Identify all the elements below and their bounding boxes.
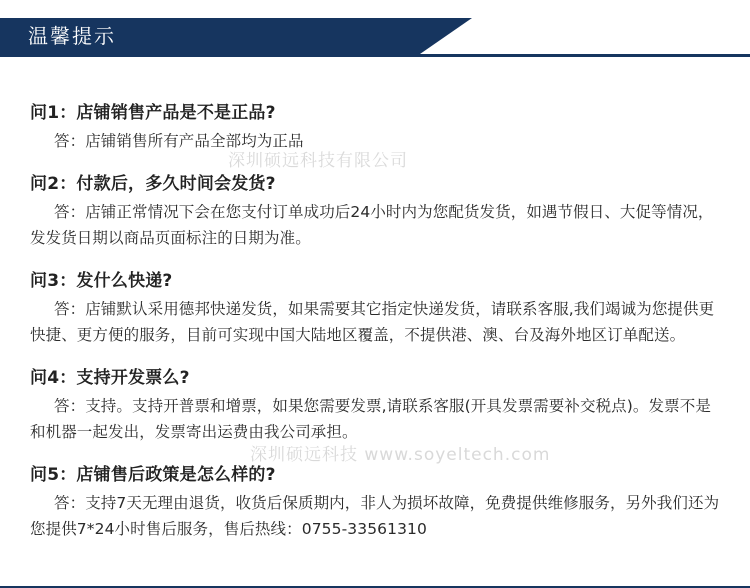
faq-answer: 答：支持。支持开普票和增票，如果您需要发票,请联系客服(开具发票需要补交税点)。发票不是和机器一起发出，发票寄出运费由我公司承担。 [30,397,711,441]
faq-question: 问4：支持开发票么? [30,368,190,388]
header-bar-slant-cut [420,18,750,54]
page-header [0,0,750,70]
faq-item [30,365,722,445]
faq-question: 问5：店铺售后政策是怎么样的? [30,465,276,485]
page-title: 温馨提示 [28,24,116,48]
faq-question: 问2：付款后，多久时间会发货? [30,174,276,194]
header-underline [0,54,750,57]
faq-item [30,100,722,154]
faq-item [30,268,722,348]
faq-answer: 答：店铺销售所有产品全部均为正品 [54,132,304,150]
faq-question: 问1：店铺销售产品是不是正品? [30,103,276,123]
faq-item [30,171,722,251]
faq-question: 问3：发什么快递? [30,271,173,291]
faq-answer: 答：店铺默认采用德邦快递发货，如果需要其它指定快递发货，请联系客服,我们竭诚为您提供更快捷、更方便的服务，目前可实现中国大陆地区覆盖，不提供港、澳、台及海外地区订单配送。 [30,300,715,344]
watermark-company: 深圳硕远科技有限公司 [228,151,408,171]
faq-list [0,70,750,542]
faq-answer: 答：支持7天无理由退货，收货后保质期内，非人为损坏故障，免费提供维修服务，另外我们还为您提供7*24小时售后服务，售后热线：0755-33561310 [30,494,720,538]
faq-item [30,462,722,542]
watermark-site: 深圳硕远科技 www.soyeltech.com [250,445,551,465]
faq-answer: 答：店铺正常情况下会在您支付订单成功后24小时内为您配货发货，如遇节假日、大促等情况，发发货日期以商品页面标注的日期为准。 [30,203,714,247]
